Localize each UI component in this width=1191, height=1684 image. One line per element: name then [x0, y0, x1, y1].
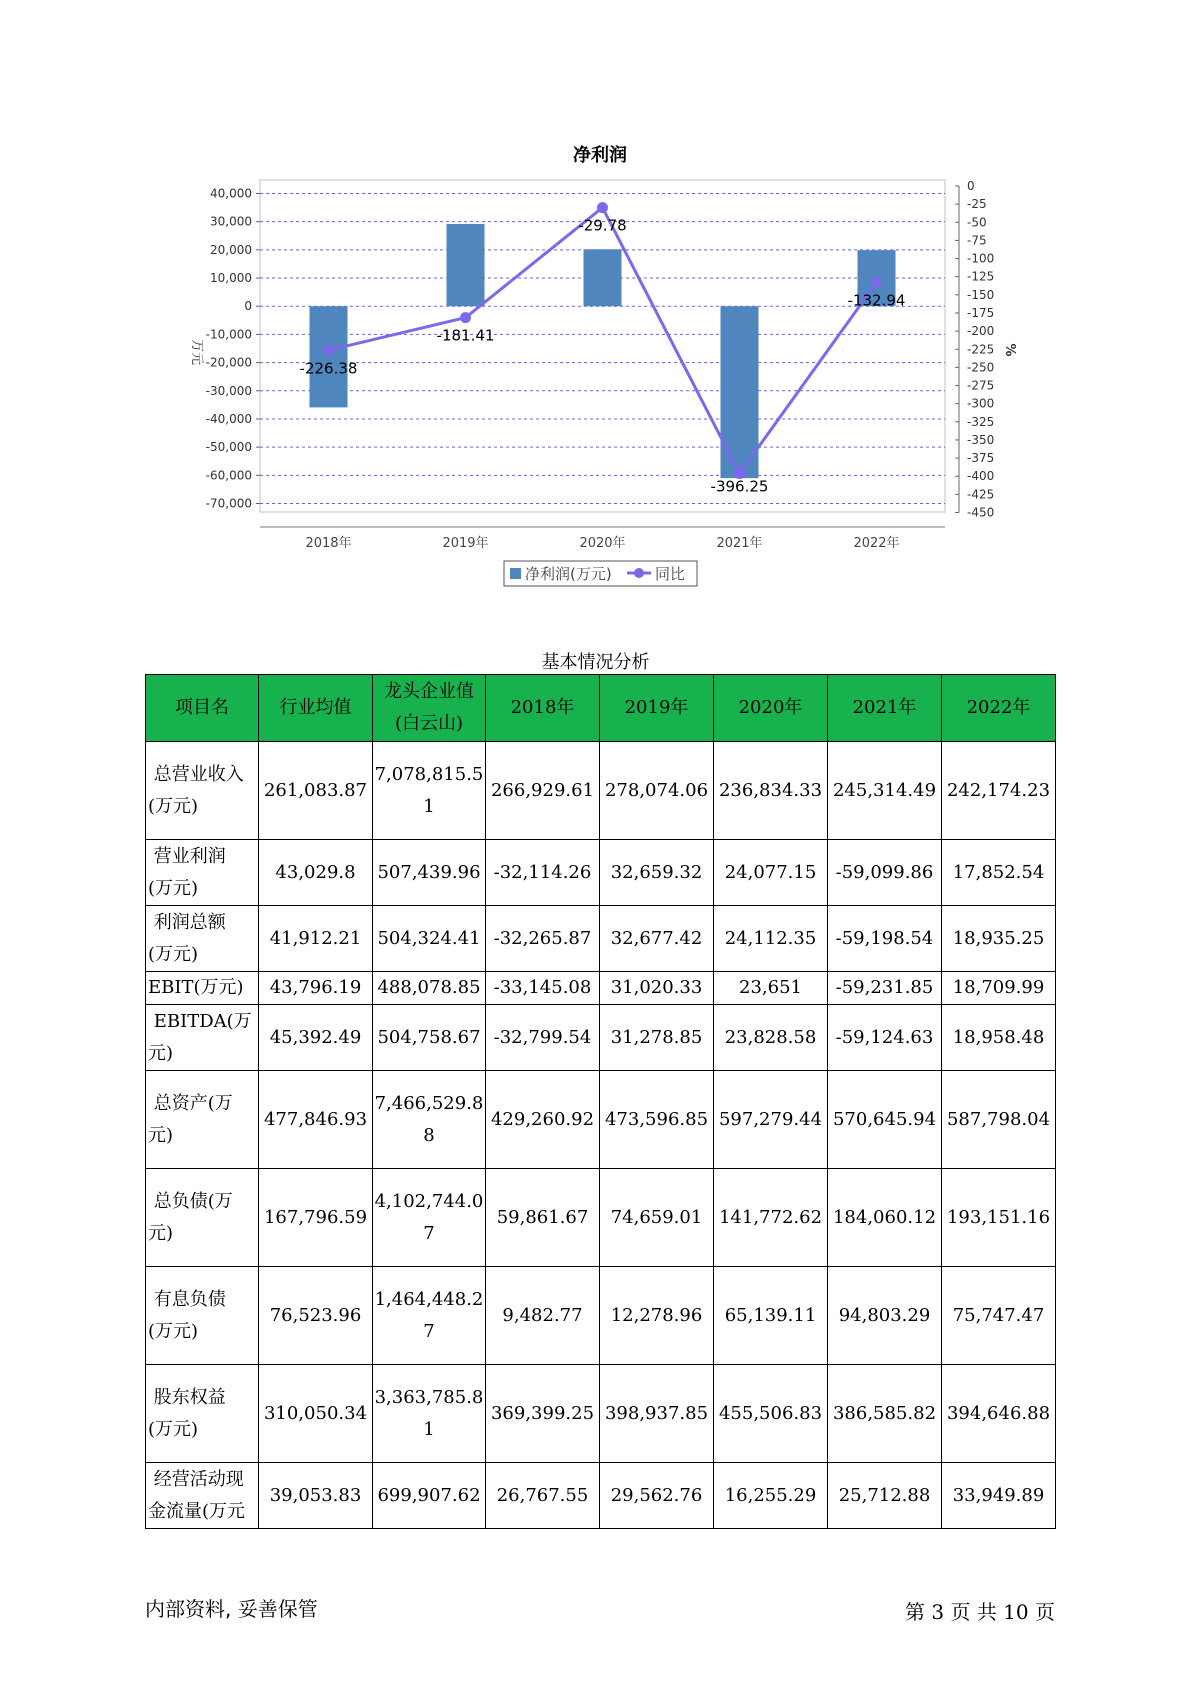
y-tick-label-left: -70,000 — [205, 496, 252, 511]
table-row — [146, 1169, 1056, 1267]
table-row — [146, 906, 1056, 972]
y-tick-label-right: -125 — [967, 269, 995, 284]
table-cell: -32,799.54 — [486, 1005, 600, 1071]
table-cell: 504,758.67 — [373, 1005, 486, 1071]
y-tick-label-right: -250 — [967, 360, 995, 375]
x-tick-label: 2020年 — [579, 536, 626, 551]
bar-net-profit — [584, 249, 622, 306]
table-cell: 33,949.89 — [942, 1463, 1056, 1529]
table-row — [146, 840, 1056, 906]
y-axis-label-left: 万元 — [189, 338, 204, 366]
row-label-line: (万元) — [148, 943, 199, 965]
y-tick-label-left: -30,000 — [205, 383, 252, 398]
row-label — [146, 906, 259, 972]
row-label — [146, 1005, 259, 1071]
y-tick-label-right: -275 — [967, 378, 995, 393]
table-cell: 65,139.11 — [714, 1267, 828, 1365]
table-cell: -32,114.26 — [486, 840, 600, 906]
point-yoy — [460, 312, 471, 323]
header-cell — [600, 675, 714, 742]
header-cell — [146, 675, 259, 742]
table-row — [146, 1365, 1056, 1463]
y-tick-label-left: 0 — [244, 299, 252, 314]
table-cell: -59,231.85 — [828, 972, 942, 1005]
table-cell: 24,112.35 — [714, 906, 828, 972]
header-line: 2018年 — [510, 697, 575, 718]
y-tick-label-left: -40,000 — [205, 411, 252, 426]
row-label — [146, 972, 259, 1005]
table-row — [146, 742, 1056, 840]
row-label-line: 总营业收入 — [148, 763, 244, 785]
row-label-line: 经营活动现 — [148, 1468, 244, 1490]
y-tick-label-left: -50,000 — [205, 440, 252, 455]
y-axis-label-right: % — [1002, 343, 1017, 357]
data-label-yoy: -29.78 — [578, 216, 627, 235]
header-cell — [486, 675, 600, 742]
legend-label-bar: 净利润(万元) — [525, 565, 612, 583]
row-label-line: 总资产(万 — [148, 1092, 233, 1114]
table-cell: 507,439.96 — [373, 840, 486, 906]
y-tick-label-right: -50 — [967, 215, 987, 230]
y-tick-label-left: 40,000 — [210, 186, 252, 201]
table-cell: -59,124.63 — [828, 1005, 942, 1071]
table-cell: 43,029.8 — [259, 840, 373, 906]
table-cell: 245,314.49 — [828, 742, 942, 840]
table-caption: 基本情况分析 — [541, 652, 650, 673]
data-label-yoy: -396.25 — [710, 477, 769, 496]
table-cell: 242,174.23 — [942, 742, 1056, 840]
table-cell: 193,151.16 — [942, 1169, 1056, 1267]
y-tick-label-right: -75 — [967, 233, 987, 248]
y-tick-label-right: -325 — [967, 414, 995, 429]
x-tick-label: 2021年 — [716, 536, 763, 551]
y-tick-label-right: -225 — [967, 342, 995, 357]
row-label-line: 营业利润 — [148, 845, 226, 867]
header-cell — [828, 675, 942, 742]
table-cell: 699,907.62 — [373, 1463, 486, 1529]
table-cell: 429,260.92 — [486, 1071, 600, 1169]
header-line: 2022年 — [966, 697, 1031, 718]
table-cell: 488,078.85 — [373, 972, 486, 1005]
y-tick-label-left: -10,000 — [205, 327, 252, 342]
table-cell: -32,265.87 — [486, 906, 600, 972]
table-cell: 39,053.83 — [259, 1463, 373, 1529]
y-tick-label-right: -175 — [967, 305, 995, 320]
table-cell: 41,912.21 — [259, 906, 373, 972]
row-label-line: EBIT(万元) — [148, 977, 244, 998]
table-cell: 25,712.88 — [828, 1463, 942, 1529]
header-line: 项目名 — [175, 697, 229, 718]
table-cell: 94,803.29 — [828, 1267, 942, 1365]
net-profit-chart — [0, 0, 1191, 600]
y-tick-label-right: -425 — [967, 487, 995, 502]
table-cell: 4,102,744.07 — [373, 1169, 486, 1267]
table-cell: 32,677.42 — [600, 906, 714, 972]
table-cell: 455,506.83 — [714, 1365, 828, 1463]
table-row — [146, 1005, 1056, 1071]
table-cell: 31,020.33 — [600, 972, 714, 1005]
table-cell: 7,078,815.51 — [373, 742, 486, 840]
legend-swatch-bar — [510, 568, 521, 579]
header-line: 行业均值 — [279, 697, 352, 718]
row-label — [146, 1267, 259, 1365]
row-label — [146, 1169, 259, 1267]
legend-label-line: 同比 — [655, 565, 686, 583]
header-line: (白云山) — [394, 713, 464, 734]
bar-net-profit — [310, 306, 348, 407]
table-cell: 167,796.59 — [259, 1169, 373, 1267]
table-cell: 278,074.06 — [600, 742, 714, 840]
table-cell: 236,834.33 — [714, 742, 828, 840]
y-tick-label-right: -100 — [967, 251, 995, 266]
table-cell: 18,958.48 — [942, 1005, 1056, 1071]
chart-canvas — [0, 0, 1191, 600]
table-cell: 7,466,529.88 — [373, 1071, 486, 1169]
header-line: 2021年 — [852, 697, 917, 718]
footer-confidential-note: 内部资料, 妥善保管 — [145, 1597, 318, 1621]
table-cell: 29,562.76 — [600, 1463, 714, 1529]
row-label-line: 元) — [148, 1042, 174, 1064]
data-label-yoy: -181.41 — [436, 326, 495, 345]
legend-swatch-point — [634, 568, 644, 578]
row-label — [146, 1463, 259, 1529]
y-tick-label-left: 20,000 — [210, 242, 252, 257]
row-label-line: 元) — [148, 1222, 174, 1244]
table-row — [146, 1463, 1056, 1529]
header-line: 2019年 — [624, 697, 689, 718]
table-cell: 32,659.32 — [600, 840, 714, 906]
row-label-line: 总负债(万 — [148, 1190, 233, 1212]
table-cell: 26,767.55 — [486, 1463, 600, 1529]
bar-net-profit — [447, 224, 485, 306]
table-cell: 23,828.58 — [714, 1005, 828, 1071]
header-line: 龙头企业值 — [384, 681, 474, 702]
y-tick-label-right: -375 — [967, 451, 995, 466]
y-tick-label-right: -300 — [967, 396, 995, 411]
table-cell: 43,796.19 — [259, 972, 373, 1005]
point-yoy — [323, 345, 334, 356]
header-cell — [259, 675, 373, 742]
table-header-row — [146, 675, 1056, 742]
footer-page-number: 第 3 页 共 10 页 — [905, 1600, 1055, 1624]
y-tick-label-right: -350 — [967, 432, 995, 447]
table-cell: 570,645.94 — [828, 1071, 942, 1169]
row-label — [146, 1071, 259, 1169]
header-cell — [373, 675, 486, 742]
x-tick-label: 2018年 — [305, 536, 352, 551]
table-cell: 17,852.54 — [942, 840, 1056, 906]
table-cell: 310,050.34 — [259, 1365, 373, 1463]
y-tick-label-right: 0 — [967, 179, 975, 193]
table-cell: 76,523.96 — [259, 1267, 373, 1365]
table-cell: 398,937.85 — [600, 1365, 714, 1463]
table-row — [146, 1071, 1056, 1169]
y-tick-label-left: -20,000 — [205, 355, 252, 370]
row-label-line: (万元) — [148, 1320, 199, 1342]
chart-title: 净利润 — [573, 145, 627, 166]
table-cell: 477,846.93 — [259, 1071, 373, 1169]
table-cell: 23,651 — [714, 972, 828, 1005]
x-tick-label: 2019年 — [442, 536, 489, 551]
table-cell: 1,464,448.27 — [373, 1267, 486, 1365]
header-cell — [714, 675, 828, 742]
row-label — [146, 742, 259, 840]
table-cell: 18,709.99 — [942, 972, 1056, 1005]
table-cell: 386,585.82 — [828, 1365, 942, 1463]
table-cell: 9,482.77 — [486, 1267, 600, 1365]
table-cell: 24,077.15 — [714, 840, 828, 906]
row-label-line: 金流量(万元 — [148, 1500, 246, 1522]
data-label-yoy: -226.38 — [299, 359, 358, 378]
table-cell: 266,929.61 — [486, 742, 600, 840]
row-label-line: (万元) — [148, 877, 199, 899]
table-cell: 369,399.25 — [486, 1365, 600, 1463]
table-cell: -59,198.54 — [828, 906, 942, 972]
point-yoy — [597, 202, 608, 213]
y-tick-label-right: -150 — [967, 287, 995, 302]
table-cell: 74,659.01 — [600, 1169, 714, 1267]
row-label-line: (万元) — [148, 795, 199, 817]
table-cell: 75,747.47 — [942, 1267, 1056, 1365]
table-cell: 587,798.04 — [942, 1071, 1056, 1169]
basic-analysis-table — [145, 674, 1056, 1529]
table-cell: 16,255.29 — [714, 1463, 828, 1529]
data-label-yoy: -132.94 — [847, 291, 906, 310]
table-cell: -33,145.08 — [486, 972, 600, 1005]
row-label-line: 元) — [148, 1124, 174, 1146]
table-cell: 45,392.49 — [259, 1005, 373, 1071]
table-cell: 141,772.62 — [714, 1169, 828, 1267]
y-tick-label-right: -400 — [967, 469, 995, 484]
row-label — [146, 1365, 259, 1463]
row-label — [146, 840, 259, 906]
y-tick-label-left: 10,000 — [210, 271, 252, 286]
table-cell: 3,363,785.81 — [373, 1365, 486, 1463]
row-label-line: EBITDA(万 — [148, 1010, 252, 1032]
bar-net-profit — [721, 306, 759, 478]
y-tick-label-right: -25 — [967, 197, 987, 212]
y-tick-label-right: -450 — [967, 505, 995, 520]
table-cell: 504,324.41 — [373, 906, 486, 972]
table-cell: 473,596.85 — [600, 1071, 714, 1169]
row-label-line: 有息负债 — [148, 1288, 226, 1310]
row-label-line: (万元) — [148, 1418, 199, 1440]
table-row — [146, 1267, 1056, 1365]
table-cell: 12,278.96 — [600, 1267, 714, 1365]
table-cell: 394,646.88 — [942, 1365, 1056, 1463]
table-cell: 18,935.25 — [942, 906, 1056, 972]
table-cell: 31,278.85 — [600, 1005, 714, 1071]
table-cell: 261,083.87 — [259, 742, 373, 840]
point-yoy — [871, 277, 882, 288]
y-tick-label-left: 30,000 — [210, 214, 252, 229]
header-cell — [942, 675, 1056, 742]
y-tick-label-right: -200 — [967, 324, 995, 339]
row-label-line: 股东权益 — [148, 1386, 226, 1408]
header-line: 2020年 — [738, 697, 803, 718]
table-row — [146, 972, 1056, 1005]
x-tick-label: 2022年 — [853, 536, 900, 551]
y-tick-label-left: -60,000 — [205, 468, 252, 483]
table-cell: -59,099.86 — [828, 840, 942, 906]
row-label-line: 利润总额 — [148, 911, 226, 933]
table-cell: 184,060.12 — [828, 1169, 942, 1267]
table-cell: 59,861.67 — [486, 1169, 600, 1267]
table-cell: 597,279.44 — [714, 1071, 828, 1169]
